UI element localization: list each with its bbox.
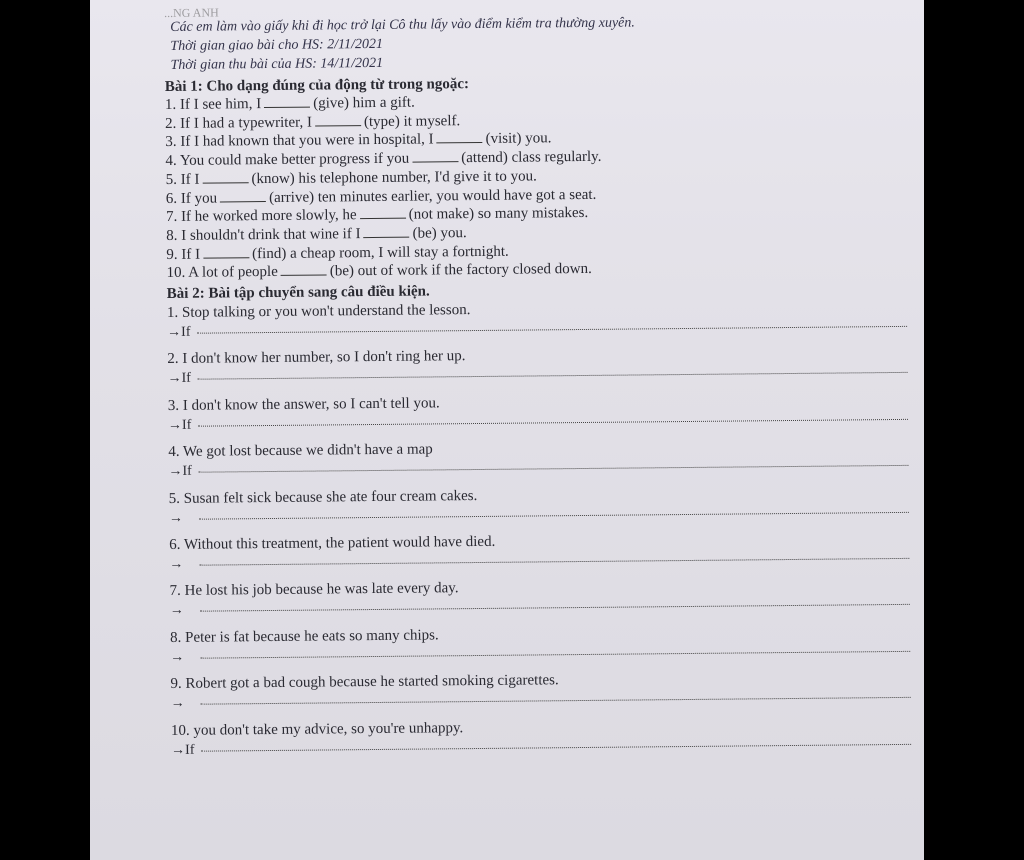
item-text-after: (know) his telephone number, I'd give it to you. — [251, 168, 537, 187]
answer-prompt: →If — [168, 463, 192, 480]
exercise2-item — [168, 389, 908, 442]
answer-blank[interactable] — [360, 218, 406, 219]
item-text-after: (type) it myself. — [363, 112, 461, 130]
answer-blank[interactable] — [412, 161, 458, 162]
item-number: 3. — [165, 134, 177, 151]
item-text-before: If you — [180, 190, 218, 207]
exercise2-item — [169, 528, 909, 581]
item-text-after: (arrive) ten minutes earlier, you would have got a seat. — [269, 186, 597, 206]
item-text-before: You could make better progress if you — [179, 150, 410, 169]
answer-prompt: →If — [167, 417, 192, 433]
item-text-before: If I see him, I — [179, 96, 262, 113]
dotted-answer-line — [198, 372, 908, 380]
item-text-after: (not make) so many mistakes. — [408, 205, 589, 223]
cut-off-heading: ...NG ANH — [164, 5, 219, 20]
item-text-before: I shouldn't drink that wine if I — [181, 226, 361, 244]
dotted-answer-line — [197, 326, 907, 334]
item-text-after: (find) a cheap room, I will stay a fortnight. — [252, 243, 509, 262]
source-sentence: 8. Peter is fat because he eats so many chips. — [169, 627, 439, 646]
item-number: 8. — [166, 227, 178, 244]
answer-blank[interactable] — [315, 125, 361, 126]
answer-prompt: →If — [171, 742, 195, 758]
answer-blank[interactable] — [202, 182, 248, 183]
item-text-before: If I — [180, 171, 200, 188]
item-text-before: If I — [181, 246, 201, 263]
answer-blank[interactable] — [203, 257, 249, 258]
exercise1-list — [165, 89, 907, 283]
worksheet-paper — [90, 0, 924, 860]
item-text-before: If I had known that you were in hospital, I — [180, 131, 434, 151]
assigned-date: Thời gian giao bài cho HS: 2/11/2021 — [170, 36, 383, 54]
answer-prompt: → — [169, 603, 184, 619]
exercise2-item — [170, 667, 910, 720]
answer-prompt: → — [168, 510, 183, 526]
item-text-before: A lot of people — [188, 264, 278, 282]
source-sentence: 3. I don't know the answer, so I can't tell you. — [167, 395, 440, 414]
answer-blank[interactable] — [281, 275, 327, 276]
worksheet-content — [164, 0, 911, 767]
item-text-after: (visit) you. — [485, 130, 552, 148]
dotted-answer-line — [200, 604, 910, 612]
exercise2-list — [167, 296, 911, 767]
dotted-answer-line — [198, 465, 908, 473]
source-sentence: 4. We got lost because we didn't have a map — [168, 441, 433, 461]
answer-prompt: → — [169, 556, 184, 572]
dotted-answer-line — [201, 743, 911, 751]
source-sentence: 1. Stop talking or you won't understand the lesson. — [166, 302, 471, 322]
item-text-after: (attend) class regularly. — [461, 148, 602, 167]
dotted-answer-line — [199, 511, 909, 519]
due-date: Thời gian thu bài của HS: 14/11/2021 — [170, 55, 384, 73]
item-number: 4. — [165, 152, 177, 170]
item-text-before: If I had a typewriter, I — [180, 114, 313, 132]
exercise2-item — [170, 574, 910, 627]
source-sentence: 6. Without this treatment, the patient would have died. — [169, 533, 496, 553]
item-number: 9. — [166, 246, 178, 263]
item-number: 7. — [165, 209, 178, 226]
item-number: 5. — [165, 171, 177, 188]
answer-prompt: →If — [167, 371, 191, 387]
item-number: 6. — [165, 190, 178, 207]
source-sentence: 10. you don't take my advice, so you're unhappy. — [170, 719, 464, 739]
exercise1-title: Bài 1: Cho dạng đúng của động từ trong ngoặc: — [164, 76, 470, 95]
instruction-line: Các em làm vào giấy khi đi học trở lại Cô thu lấy vào điểm kiểm tra thường xuyên. — [170, 15, 635, 35]
item-number: 2. — [165, 115, 177, 132]
answer-prompt: → — [170, 649, 185, 665]
source-sentence: 7. He lost his job because he was late every day. — [169, 580, 459, 600]
item-number: 1. — [164, 96, 177, 113]
source-sentence: 9. Robert got a bad cough because he started smoking cigarettes. — [170, 672, 559, 693]
item-text-before: If he worked more slowly, he — [180, 207, 357, 226]
answer-blank[interactable] — [264, 107, 310, 108]
dotted-answer-line — [199, 558, 909, 566]
exercise2-title: Bài 2: Bài tập chuyển sang câu điều kiện. — [166, 283, 430, 303]
item-text-after: (be) you. — [412, 225, 467, 242]
item-text-after: (be) out of work if the factory closed down. — [329, 261, 592, 280]
dotted-answer-line — [200, 651, 910, 659]
exercise2-item — [168, 435, 908, 488]
dotted-answer-line — [201, 697, 911, 705]
exercise2-item — [169, 481, 909, 534]
answer-blank[interactable] — [220, 201, 266, 202]
answer-prompt: → — [170, 695, 185, 712]
source-sentence: 5. Susan felt sick because she ate four cream cakes. — [168, 487, 478, 507]
item-text-after: (give) him a gift. — [313, 94, 415, 112]
source-sentence: 2. I don't know her number, so I don't ring her up. — [167, 348, 466, 368]
exercise2-item — [171, 713, 911, 766]
item-number: 10. — [166, 265, 186, 282]
exercise2-item — [167, 342, 907, 395]
answer-blank[interactable] — [364, 237, 410, 238]
exercise2-item — [170, 621, 910, 674]
answer-blank[interactable] — [437, 142, 483, 143]
dotted-answer-line — [198, 419, 908, 427]
answer-prompt: →If — [167, 324, 191, 341]
exercise2-item — [167, 296, 907, 349]
